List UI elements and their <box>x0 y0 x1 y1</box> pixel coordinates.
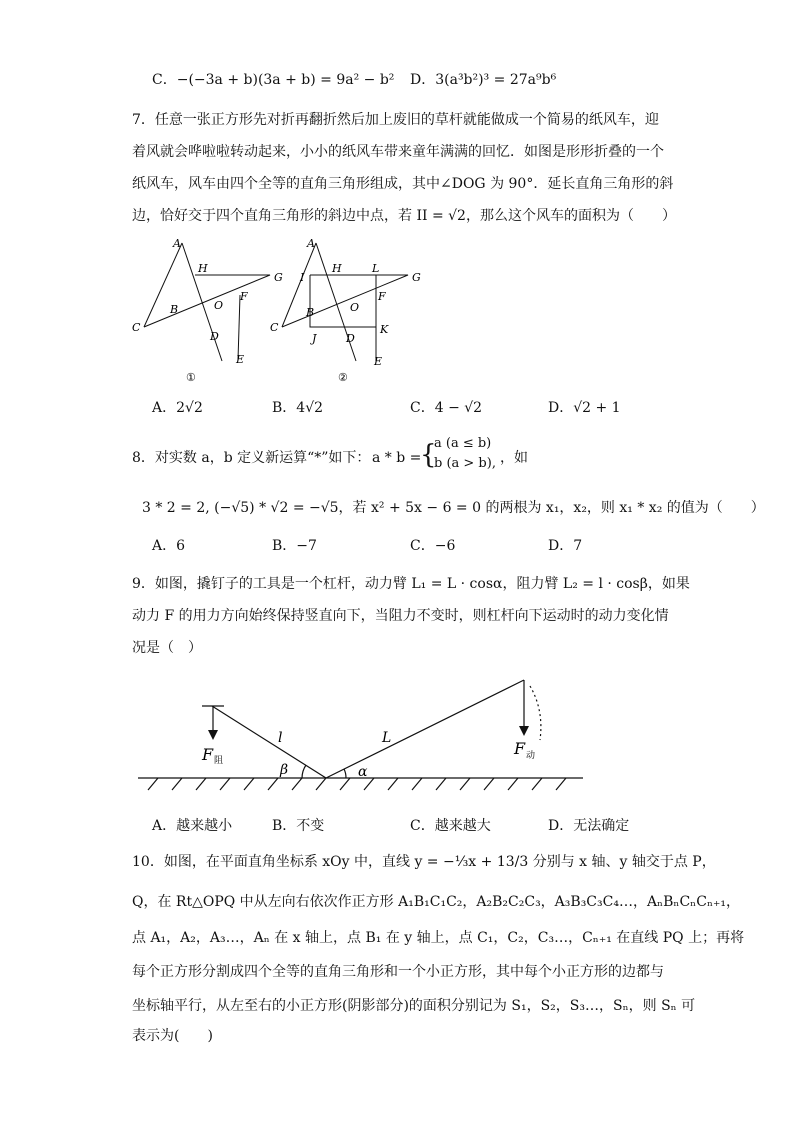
q9-option-b: B．不变 <box>272 818 325 834</box>
fig1-label-g: G <box>274 271 283 284</box>
q7-option-a: A．2√2 <box>152 400 203 416</box>
q10-line-5: 坐标轴平行，从左至右的小正方形(阴影部分)的面积分别记为 S₁，S₂，S₃…，Sₙ，则 Sₙ 可 <box>132 998 696 1014</box>
q9-line-2: 动力 F 的用力方向始终保持竖直向下，当阻力不变时，则杠杆向下运动时的动力变化情 <box>132 608 669 624</box>
fig2-segment <box>310 275 376 327</box>
q8-brace-icon: { <box>420 440 437 470</box>
fig1-label-e: E <box>236 353 245 366</box>
fig1-label-d: D <box>210 330 219 343</box>
q8-def-case-2: b (a > b), <box>434 456 496 471</box>
short-arm-l <box>212 706 326 778</box>
q10-line-1: 10．如图，在平面直角坐标系 xOy 中，直线 y = −⅓x + 13/3 分别与 x 轴、y 轴交于点 P， <box>132 854 716 870</box>
fig2-label-c: C <box>270 321 279 334</box>
label-f-power-sub: 动 <box>526 751 536 761</box>
fig2-label-e: E <box>374 355 383 368</box>
q7-line-1: 7．任意一张正方形先对折再翻折然后加上废旧的草杆就能做成一个简易的纸风车，迎 <box>132 112 659 128</box>
q8-def-lhs: a * b = <box>372 450 422 466</box>
alpha-angle-arc <box>344 769 346 778</box>
fig2-label-l: L <box>372 262 380 275</box>
lever-figure <box>138 670 588 810</box>
fig2-label-b: B <box>306 306 315 319</box>
ground-hatching <box>148 778 566 790</box>
q8-line-1-end: ，如 <box>500 450 528 466</box>
fig1-label-o: O <box>214 299 224 312</box>
fig1-segment <box>144 275 270 327</box>
fig1-caption: ① <box>186 371 196 384</box>
fig1-label-c: C <box>132 321 141 334</box>
fig2-label-d: D <box>346 332 355 345</box>
q8-option-c: C．−6 <box>410 538 456 554</box>
q7-line-2: 着风就会哗啦啦转动起来，小小的纸风车带来童年满满的回忆．如图是形形折叠的一个 <box>132 144 664 160</box>
long-arm-L <box>326 680 524 778</box>
fig1-label-b: B <box>170 303 179 316</box>
label-beta: β <box>280 762 289 778</box>
label-L: L <box>382 730 392 746</box>
q8-option-b: B．−7 <box>272 538 317 554</box>
q8-line-1: 8．对实数 a，b 定义新运算“*”如下： <box>132 450 371 466</box>
q10-line-2: Q，在 Rt△OPQ 中从左向右依次作正方形 A₁B₁C₁C₂，A₂B₂C₂C₃，A₃B₃C₃C₄…，AₙBₙCₙCₙ₊₁， <box>132 894 741 910</box>
pinwheel-figure-2 <box>270 235 440 385</box>
label-f-resist-sub: 阻 <box>214 756 224 766</box>
label-f-power: F <box>514 739 526 758</box>
fig2-label-f: F <box>378 290 386 303</box>
fig2-label-g: G <box>412 271 421 284</box>
q10-line-3: 点 A₁，A₂，A₃…，Aₙ 在 x 轴上，点 B₁ 在 y 轴上，点 C₁，C₂，C₃…，Cₙ₊₁ 在直线 PQ 上；再将 <box>132 930 745 946</box>
fig1-label-f: F <box>240 290 248 303</box>
label-l: l <box>278 730 283 746</box>
q9-line-3: 况是（ ） <box>132 640 202 656</box>
resistance-arrow-head <box>208 730 218 740</box>
q9-option-a: A．越来越小 <box>152 818 233 834</box>
q7-option-b: B．4√2 <box>272 400 324 416</box>
q6-option-c: C．−(−3a + b)(3a + b) = 9a² − b² <box>152 72 395 88</box>
fig2-label-k: K <box>380 323 389 336</box>
fig2-label-a: A <box>307 237 315 250</box>
q6-option-d: D．3(a³b²)³ = 27a⁹b⁶ <box>410 72 557 88</box>
fig2-label-h: H <box>332 262 342 275</box>
fig1-segment <box>238 295 240 360</box>
fig2-label-j: J <box>312 332 317 345</box>
q8-line-2: 3 * 2 = 2, (−√5) * √2 = −√5，若 x² + 5x − 6 = 0 的两根为 x₁，x₂，则 x₁ * x₂ 的值为（ ） <box>142 500 765 516</box>
fig1-label-h: H <box>198 262 208 275</box>
q8-option-d: D．7 <box>548 538 583 554</box>
beta-angle-arc <box>302 765 306 778</box>
q7-line-3: 纸风车，风车由四个全等的直角三角形组成，其中∠DOG 为 90°．延长直角三角形的斜 <box>132 176 674 192</box>
power-arrow-head <box>519 726 529 736</box>
q9-option-c: C．越来越大 <box>410 818 491 834</box>
q8-def-case-1: a (a ≤ b) <box>434 436 492 451</box>
q7-option-c: C．4 − √2 <box>410 400 483 416</box>
q8-option-a: A．6 <box>152 538 186 554</box>
q9-option-d: D．无法确定 <box>548 818 630 834</box>
label-f-resist: F <box>202 745 214 764</box>
fig2-label-i: I <box>300 271 305 284</box>
fig1-label-a: A <box>173 237 181 250</box>
q7-option-d: D．√2 + 1 <box>548 400 621 416</box>
fig2-label-o: O <box>350 301 360 314</box>
q9-line-1: 9．如图，撬钉子的工具是一个杠杆，动力臂 L₁ = L · cosα，阻力臂 L₂ = l · cosβ，如果 <box>132 576 690 592</box>
q10-line-4: 每个正方形分割成四个全等的直角三角形和一个小正方形，其中每个小正方形的边都与 <box>132 964 664 980</box>
motion-path-dotted <box>530 686 541 740</box>
label-alpha: α <box>358 764 368 780</box>
q7-line-4: 边，恰好交于四个直角三角形的斜边中点，若 II = √2，那么这个风车的面积为（ ） <box>132 208 676 224</box>
q10-line-6: 表示为( ) <box>132 1028 213 1044</box>
fig2-caption: ② <box>338 371 348 384</box>
